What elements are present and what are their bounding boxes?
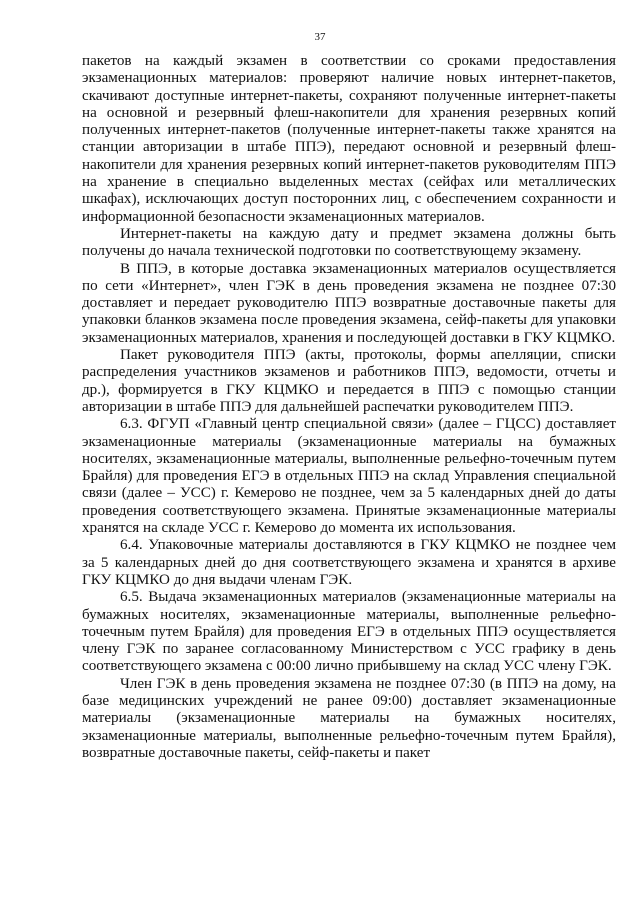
paragraph-2: Интернет-пакеты на каждую дату и предмет экзамена должны быть получены до начала технической подготовки по соответствующему экзамену. xyxy=(82,225,616,260)
body-text xyxy=(82,53,616,762)
paragraph-3: В ППЭ, в которые доставка экзаменационных материалов осуществляется по сети «Интернет», член ГЭК в день проведения экзамена не позднее 07:30 доставляет и передает руководителю ППЭ возвратные доставочные пакеты для упаковки бланков экзамена после проведения экзамена, сейф-пакеты для упаковки экзаменационных материалов, хранения и последующей доставки в ГКУ КЦМКО. xyxy=(82,260,616,346)
paragraph-1: пакетов на каждый экзамен в соответствии со сроками предоставления экзаменационных материалов: проверяют наличие новых интернет-пакетов, скачивают доступные интернет-пакеты, сохраняют полученные интернет-пакеты на основной и резервный флеш-накопители для хранения резервных копий полученных интернет-пакетов (полученные интернет-пакеты также хранятся на станции авторизации в штабе ППЭ), передают основной и резервный флеш-накопители для хранения резервных копий интернет-пакетов руководителям ППЭ на хранение в специально выделенных местах (сейфах или металлических шкафах), исключающих доступ посторонних лиц, с обеспечением сохранности и информационной безопасности экзаменационных материалов. xyxy=(82,53,616,225)
paragraph-5: 6.3. ФГУП «Главный центр специальной связи» (далее – ГЦСС) доставляет экзаменационные материалы (экзаменационные материалы на бумажных носителях, экзаменационные материалы, выполненные рельефно-точечным путем Брайля) для проведения ЕГЭ в отдельных ППЭ на склад Управления специальной связи (далее – УСС) г. Кемерово не позднее, чем за 5 календарных дней до даты проведения соответствующего экзамена. Принятые экзаменационные материалы хранятся на складе УСС г. Кемерово до момента их использования. xyxy=(82,416,616,537)
page-number: 37 xyxy=(314,31,326,43)
paragraph-7: 6.5. Выдача экзаменационных материалов (экзаменационные материалы на бумажных носителях, экзаменационные материалы, выполненные рельефно-точечным путем Брайля) для проведения ЕГЭ в отдельных ППЭ осуществляется члену ГЭК по заранее согласованному Министерством с УСС графику в день соответствующего экзамена с 00:00 лично прибывшему на склад УСС члену ГЭК. xyxy=(82,589,616,675)
paragraph-8: Член ГЭК в день проведения экзамена не позднее 07:30 (в ППЭ на дому, на базе медицинских учреждений не ранее 09:00) доставляет экзаменационные материалы (экзаменационные материалы на бумажных носителях, экзаменационные материалы, выполненные рельефно-точечным путем Брайля), возвратные доставочные пакеты, сейф-пакеты и пакет xyxy=(82,675,616,761)
paragraph-4: Пакет руководителя ППЭ (акты, протоколы, формы апелляции, списки распределения участников экзаменов и работников ППЭ, ведомости, отчеты и др.), формируется в ГКУ КЦМКО и передается в ППЭ с помощью станции авторизации в штабе ППЭ для дальнейшей распечатки руководителем ППЭ. xyxy=(82,347,616,415)
paragraph-6: 6.4. Упаковочные материалы доставляются в ГКУ КЦМКО не позднее чем за 5 календарных дней до дня соответствующего экзамена и хранятся в архиве ГКУ КЦМКО до дня выдачи членам ГЭК. xyxy=(82,537,616,588)
